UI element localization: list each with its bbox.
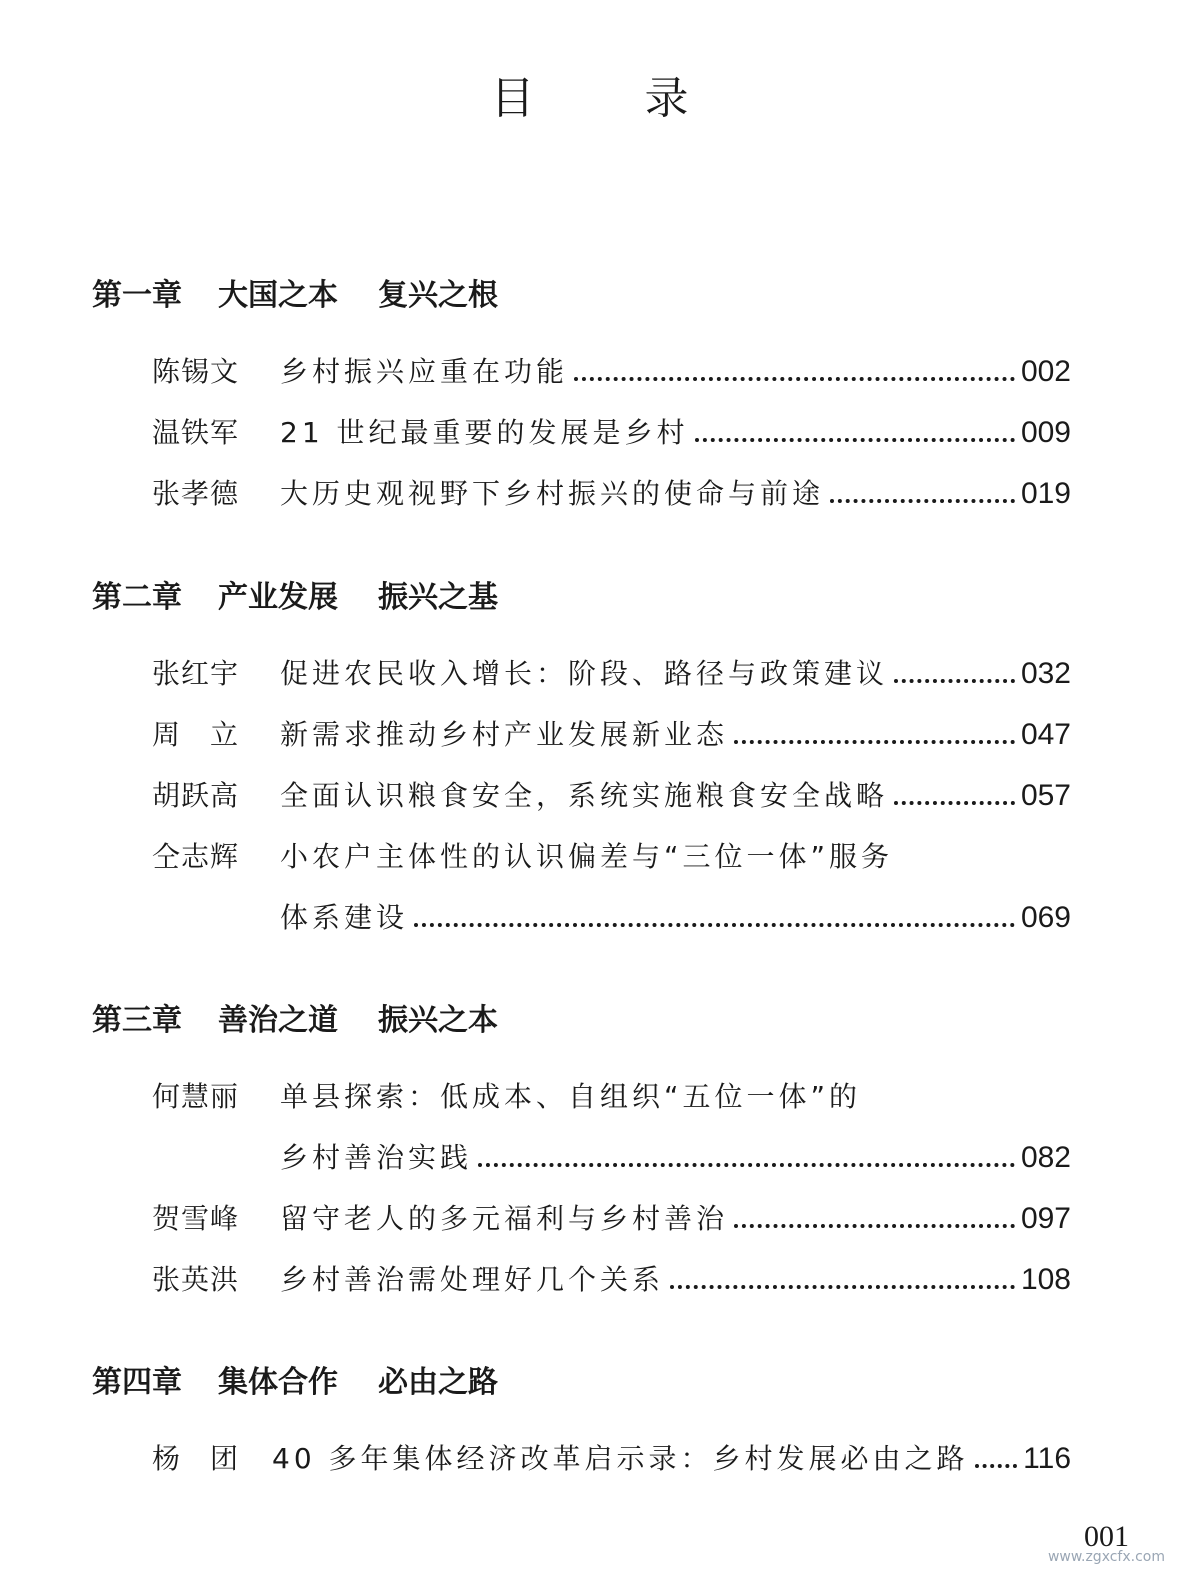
- dot-leader: [574, 359, 1015, 381]
- chapter-title-part2: 振兴之基: [378, 580, 498, 615]
- toc-entry[interactable]: [0, 1258, 1179, 1298]
- entry-title: 乡村善治需处理好几个关系: [280, 1263, 665, 1296]
- toc-entry[interactable]: [0, 350, 1179, 390]
- page-ref: 097: [1020, 1202, 1071, 1235]
- dot-leader: [695, 420, 1015, 442]
- chapter-number: 第四章: [92, 1365, 182, 1400]
- chapter-title-part1: 产业发展: [218, 580, 338, 615]
- chapter-title-part2: 复兴之根: [378, 278, 498, 313]
- entry-title: 乡村振兴应重在功能: [280, 355, 569, 388]
- toc-entry[interactable]: [0, 652, 1179, 692]
- toc-entry[interactable]: [0, 472, 1179, 512]
- toc-entry[interactable]: [0, 1075, 1179, 1115]
- chapter-heading: [92, 1357, 498, 1401]
- entry-title: 单县探索：低成本、自组织“五位一体”的: [280, 1080, 862, 1113]
- entry-title: 40 多年集体经济改革启示录：乡村发展必由之路: [272, 1442, 969, 1475]
- entry-title: 大历史观视野下乡村振兴的使命与前途: [280, 477, 825, 510]
- page-ref: 108: [1020, 1263, 1071, 1296]
- page-ref: 047: [1020, 718, 1071, 751]
- dot-leader: [414, 905, 1015, 927]
- dot-leader: [734, 722, 1015, 744]
- author-name: 杨 团: [152, 1442, 240, 1475]
- chapter-heading: [92, 995, 498, 1039]
- entry-title: 小农户主体性的认识偏差与“三位一体”服务: [280, 840, 894, 873]
- chapter-number: 第三章: [92, 1003, 182, 1038]
- watermark: www.zgxcfx.com: [1047, 1549, 1165, 1565]
- entry-title: 新需求推动乡村产业发展新业态: [280, 718, 729, 751]
- author-name: 胡跃高: [152, 779, 240, 812]
- author-name: 贺雪峰: [152, 1202, 240, 1235]
- page-ref: 002: [1020, 355, 1071, 388]
- chapter-heading: [92, 572, 498, 616]
- page-ref: 057: [1020, 779, 1071, 812]
- page-ref: 019: [1020, 477, 1071, 510]
- toc-entry[interactable]: [0, 835, 1179, 875]
- dot-leader: [830, 481, 1015, 503]
- toc-entry[interactable]: [0, 1437, 1179, 1477]
- toc-entry[interactable]: [0, 1197, 1179, 1237]
- toc-entry[interactable]: [0, 774, 1179, 814]
- author-name: 何慧丽: [152, 1080, 240, 1113]
- page-ref: 069: [1020, 901, 1071, 934]
- author-name: 陈锡文: [152, 355, 240, 388]
- dot-leader: [478, 1145, 1015, 1167]
- toc-entry-continuation[interactable]: [0, 1136, 1179, 1176]
- author-name: 温铁军: [152, 416, 240, 449]
- chapter-number: 第二章: [92, 580, 182, 615]
- author-name: 张红宇: [152, 657, 240, 690]
- entry-title-continued: 乡村善治实践: [280, 1141, 473, 1174]
- page-number: 001: [1084, 1520, 1129, 1553]
- toc-entry-continuation[interactable]: [0, 896, 1179, 936]
- entry-title-continued: 体系建设: [280, 901, 409, 934]
- page-title: 目 录: [490, 73, 737, 124]
- dot-leader: [894, 661, 1015, 683]
- author-name: 张英洪: [152, 1263, 240, 1296]
- chapter-title-part2: 振兴之本: [378, 1003, 498, 1038]
- dot-leader: [975, 1446, 1018, 1468]
- toc-entry[interactable]: [0, 411, 1179, 451]
- toc-entry[interactable]: [0, 713, 1179, 753]
- entry-title: 留守老人的多元福利与乡村善治: [280, 1202, 729, 1235]
- entry-title: 促进农民收入增长：阶段、路径与政策建议: [280, 657, 889, 690]
- dot-leader: [670, 1267, 1015, 1289]
- chapter-title-part1: 大国之本: [218, 278, 338, 313]
- entry-title: 21 世纪最重要的发展是乡村: [280, 416, 689, 449]
- dot-leader: [894, 783, 1015, 805]
- chapter-heading: [92, 270, 498, 314]
- page-ref: 009: [1020, 416, 1071, 449]
- page-ref: 082: [1020, 1141, 1071, 1174]
- chapter-title-part1: 善治之道: [218, 1003, 338, 1038]
- author-name: 仝志辉: [152, 840, 240, 873]
- chapter-title-part1: 集体合作: [218, 1365, 338, 1400]
- chapter-number: 第一章: [92, 278, 182, 313]
- dot-leader: [734, 1206, 1015, 1228]
- entry-title: 全面认识粮食安全，系统实施粮食安全战略: [280, 779, 889, 812]
- author-name: 张孝德: [152, 477, 240, 510]
- page-ref: 116: [1023, 1442, 1071, 1475]
- author-name: 周 立: [152, 718, 240, 751]
- chapter-title-part2: 必由之路: [378, 1365, 498, 1400]
- page-ref: 032: [1020, 657, 1071, 690]
